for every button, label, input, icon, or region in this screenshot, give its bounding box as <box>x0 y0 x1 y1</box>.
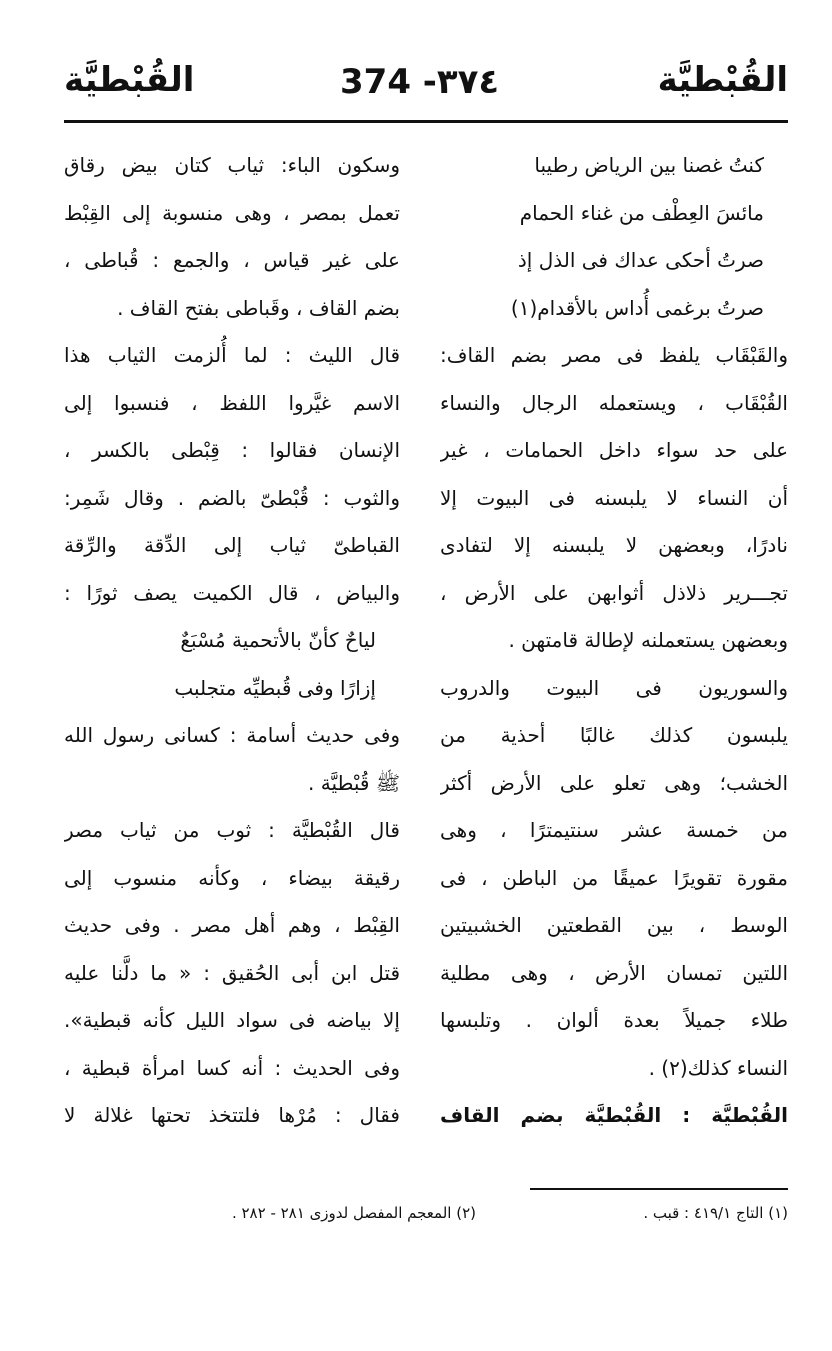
text-line: فقال : مُرْها فلتتخذ تحتها غلالة لا <box>64 1103 400 1127</box>
text-line: على غير قياس ، والجمع : قُباطى ، <box>64 248 400 272</box>
text-line: قال الليث : لما أُلزمت الثياب هذا <box>64 343 400 367</box>
header-rule <box>64 120 788 123</box>
right-column <box>440 142 788 1140</box>
text-line: لياحٌ كأنّ بالأتحمية مُسْبَعٌ <box>180 628 376 652</box>
text-line: والسوريون فى البيوت والدروب <box>440 675 788 700</box>
text-line: رقيقة بيضاء ، وكأنه منسوب إلى <box>64 865 400 890</box>
text-line: والبياض ، قال الكميت يصف ثورًا : <box>64 580 400 605</box>
text-line: اللتين تمسان الأرض ، وهى مطلية <box>440 960 788 985</box>
text-line: بضم القاف ، وقَباطى بفتح القاف . <box>117 295 400 320</box>
text-line: القُبْقَاب ، ويستعمله الرجال والنساء <box>440 390 788 415</box>
text-line: وبعضهن يستعملنه لإطالة قامتهن . <box>508 628 788 652</box>
text-line: الوسط ، بين القطعتين الخشبيتين <box>440 913 788 937</box>
text-line: الخشب؛ وهى تعلو على الأرض أكثر <box>440 770 788 795</box>
footnote-1: (١) التاج ٤١٩/١ : قبب . <box>643 1204 788 1222</box>
text-line: نادرًا، وبعضهن لا يلبسنه إلا لتفادى <box>440 533 788 557</box>
text-line: وسكون الباء: ثياب كتان بيض رقاق <box>64 153 400 177</box>
text-line: القِبْط ، وهم أهل مصر . وفى حديث <box>64 913 400 937</box>
text-line: من خمسة عشر سنتيمترًا ، وهى <box>440 818 788 842</box>
text-line: تعمل بمصر ، وهى منسوبة إلى القِبْط <box>64 200 400 225</box>
text-line: تجـــرير ذلاذل أثوابهن على الأرض ، <box>440 580 788 605</box>
text-line: الإنسان فقالوا : قِبْطى بالكسر ، <box>64 438 400 462</box>
text-line: ﷺ قُبْطيَّة . <box>308 770 400 795</box>
left-column <box>64 142 400 1140</box>
text-line: إزارًا وفى قُبطيِّه متجلبب <box>174 675 376 700</box>
text-line: يلبسون كذلك غالبًا أحذية من <box>440 723 788 747</box>
text-line: طلاء جميلاً بعدة ألوان . وتلبسها <box>440 1008 788 1032</box>
running-head-right: القُبْطيَّة <box>657 60 788 100</box>
text-line: وفى الحديث : أنه كسا امرأة قبطية ، <box>64 1055 400 1080</box>
footnote-rule <box>530 1188 788 1190</box>
text-line: الاسم غيَّروا اللفظ ، فنسبوا إلى <box>64 390 400 415</box>
text-line: على حد سواء داخل الحمامات ، غير <box>440 438 788 462</box>
text-line: كنتُ غصنا بين الرياض رطيبا <box>534 153 764 177</box>
running-head-left: القُبْطيَّة <box>64 60 195 100</box>
text-line: والثوب : قُبْطىّ بالضم . وقال شَمِر: <box>64 485 400 510</box>
text-line: إلا بياضه فى سواد الليل كأنه قبطية». <box>64 1008 400 1032</box>
text-line: قال القُبْطيَّة : ثوب من ثياب مصر <box>64 818 400 842</box>
footnote-2: (٢) المعجم المفصل لدوزى ٢٨١ - ٢٨٢ . <box>231 1204 476 1222</box>
text-line: القباطىّ ثياب إلى الدِّقة والرِّقة <box>64 533 400 557</box>
text-line: أن النساء لا يلبسنه فى البيوت إلا <box>440 485 788 510</box>
text-line: صرتُ برغمى أُداس بالأقدام(١) <box>510 295 764 320</box>
text-line: قتل ابن أبى الحُقيق : « ما دلَّنا عليه <box>64 960 400 985</box>
text-line: وفى حديث أسامة : كسانى رسول الله <box>64 723 400 747</box>
text-line: القُبْطيَّة : القُبْطيَّة بضم القاف <box>440 1103 788 1127</box>
text-line: النساء كذلك(٢) . <box>648 1055 788 1080</box>
text-line: والقَبْقَاب يلفظ فى مصر بضم القاف: <box>440 343 788 367</box>
text-line: صرتُ أحكى عداك فى الذل إذ <box>517 248 764 272</box>
text-line: مائسَ العِطْف من غناء الحمام <box>519 200 764 225</box>
page-number: 374 -٣٧٤ <box>340 62 500 102</box>
text-line: مقورة تقويرًا عميقًا من الباطن ، فى <box>440 865 788 890</box>
